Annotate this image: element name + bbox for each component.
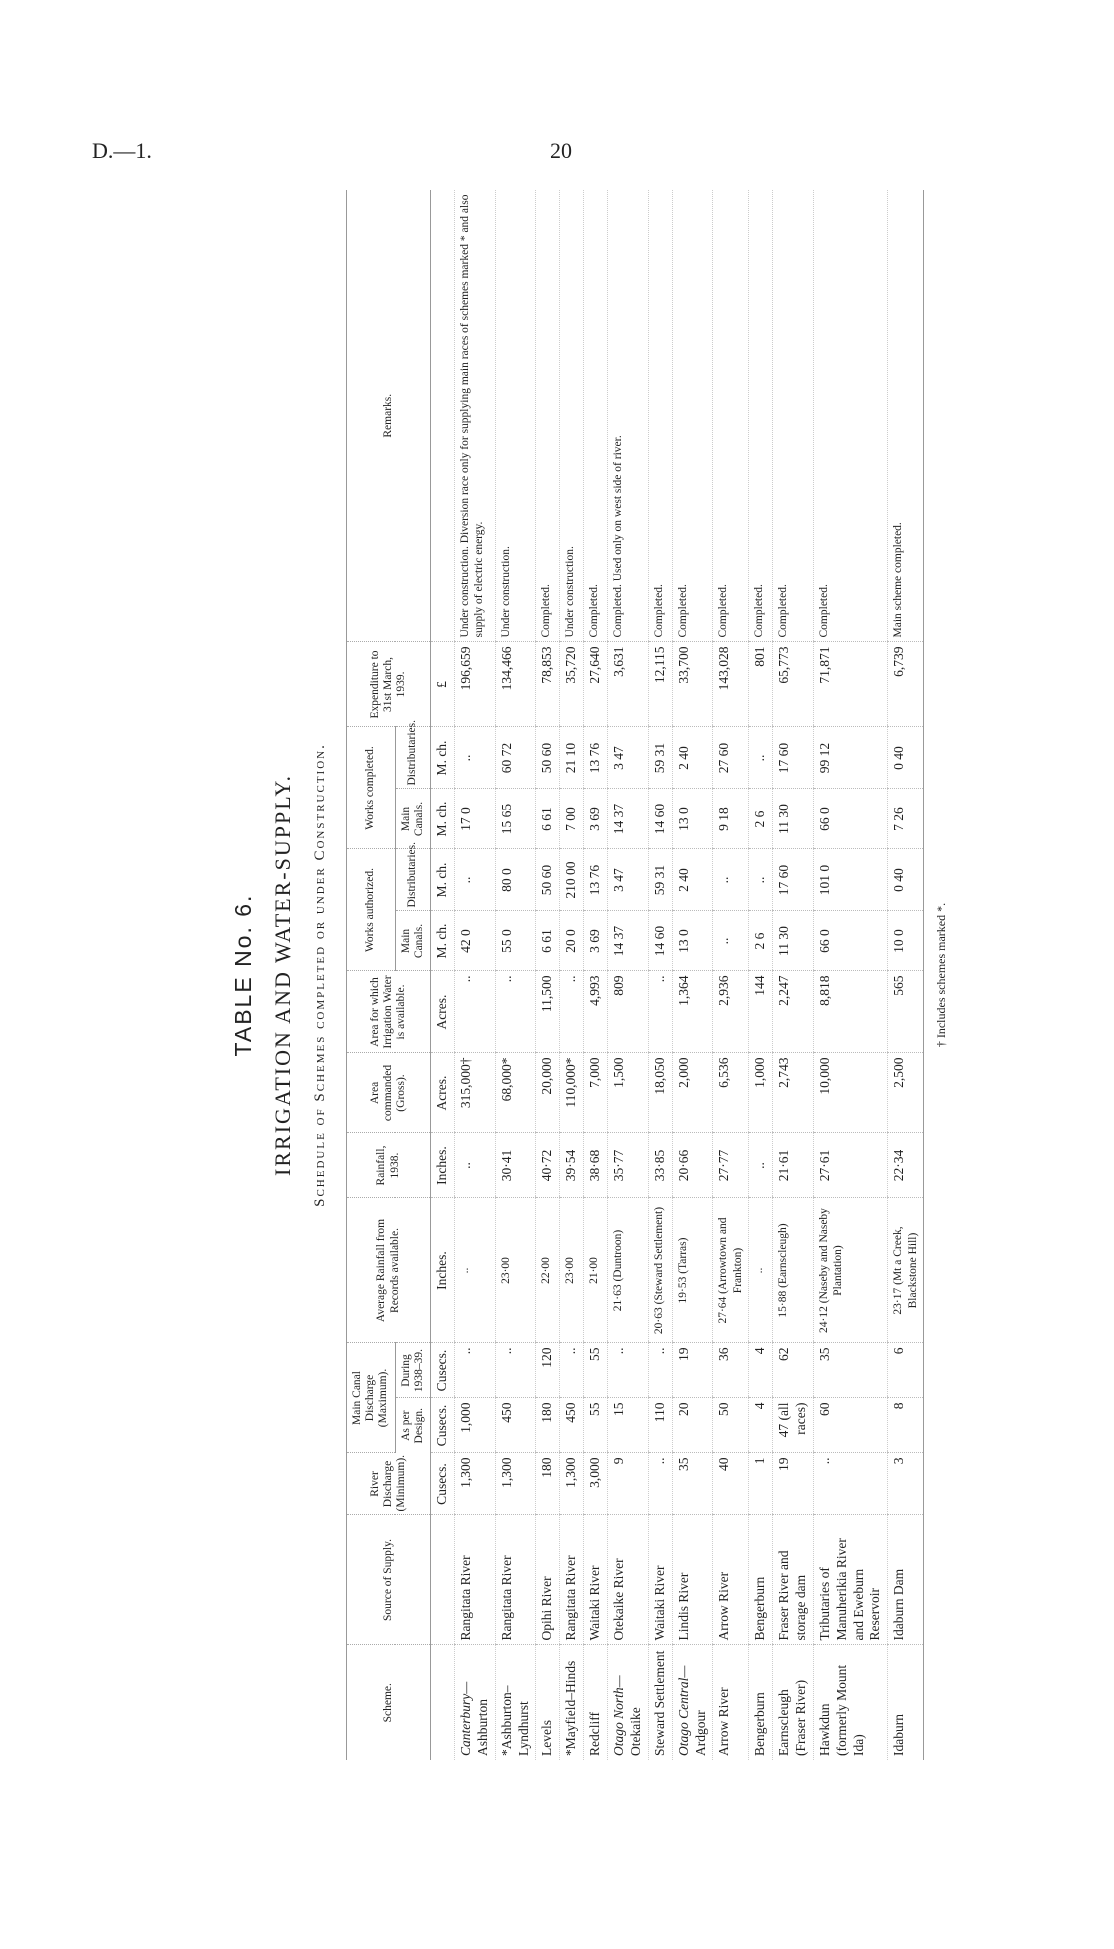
cell-design: 50 xyxy=(713,1398,749,1453)
cell-avg_rain: 19·53 (Tarras) xyxy=(672,1198,713,1343)
cell-irr: .. xyxy=(454,971,495,1053)
unit-comp-dist: M. ch. xyxy=(431,727,455,789)
cell-scheme xyxy=(713,1645,749,1760)
cell-river: 1 xyxy=(749,1453,773,1515)
cell-remarks: Completed. xyxy=(713,190,749,642)
cell-irr: 565 xyxy=(888,971,924,1053)
cell-irr: 809 xyxy=(608,971,649,1053)
col-header-source: Source of Supply. xyxy=(347,1515,431,1645)
cell-rain: 38·68 xyxy=(584,1133,608,1198)
cell-rain: 22·34 xyxy=(888,1133,924,1198)
cell-during: .. xyxy=(454,1343,495,1398)
cell-da: 80 0 xyxy=(495,849,536,911)
cell-avg_rain: 23·00 xyxy=(495,1198,536,1343)
unit-avg-rain: Inches. xyxy=(431,1198,455,1343)
cell-da: 50 60 xyxy=(536,849,560,911)
cell-ma: .. xyxy=(713,911,749,971)
cell-mc: 14 37 xyxy=(608,789,649,849)
cell-ma: 11 30 xyxy=(773,911,814,971)
cell-ma: 13 0 xyxy=(672,911,713,971)
cell-remarks: Completed. xyxy=(648,190,672,642)
cell-mc: 3 69 xyxy=(584,789,608,849)
cell-scheme xyxy=(584,1645,608,1760)
cell-scheme xyxy=(672,1645,713,1760)
cell-remarks: Completed. xyxy=(813,190,888,642)
cell-design: 55 xyxy=(584,1398,608,1453)
cell-dc: 2 40 xyxy=(672,727,713,789)
cell-during: .. xyxy=(495,1343,536,1398)
cell-design: 20 xyxy=(672,1398,713,1453)
cell-during: 4 xyxy=(749,1343,773,1398)
cell-source: Fraser River and storage dam xyxy=(773,1515,814,1645)
cell-source: Bengerburn xyxy=(749,1515,773,1645)
col-header-area-irrigation: Area for which Irrigation Water is available. xyxy=(347,971,431,1053)
cell-da: 0 40 xyxy=(888,849,924,911)
cell-remarks: Completed. Used only on west side of river. xyxy=(608,190,649,642)
cell-during: .. xyxy=(560,1343,584,1398)
rotated-table-page xyxy=(230,190,970,1760)
cell-rain: 40·72 xyxy=(536,1133,560,1198)
unit-auth-main: M. ch. xyxy=(431,911,455,971)
cell-design: 15 xyxy=(608,1398,649,1453)
cell-river: 19 xyxy=(773,1453,814,1515)
cell-da: 17 60 xyxy=(773,849,814,911)
cell-da: .. xyxy=(713,849,749,911)
cell-ma: 14 37 xyxy=(608,911,649,971)
cell-source: Tributaries of Manuherikia River and Eweburn Reservoir xyxy=(813,1515,888,1645)
cell-dc: 21 10 xyxy=(560,727,584,789)
cell-exp: 143,028 xyxy=(713,642,749,727)
cell-river: 180 xyxy=(536,1453,560,1515)
cell-scheme xyxy=(888,1645,924,1760)
table-row xyxy=(536,190,560,1760)
cell-dc: 50 60 xyxy=(536,727,560,789)
cell-during: .. xyxy=(648,1343,672,1398)
cell-cmd: 2,500 xyxy=(888,1053,924,1133)
table-row xyxy=(888,190,924,1760)
cell-da: 3 47 xyxy=(608,849,649,911)
cell-mc: 6 61 xyxy=(536,789,560,849)
cell-during: 19 xyxy=(672,1343,713,1398)
cell-design: 8 xyxy=(888,1398,924,1453)
cell-river: .. xyxy=(648,1453,672,1515)
cell-cmd: 68,000* xyxy=(495,1053,536,1133)
cell-da: 59 31 xyxy=(648,849,672,911)
cell-irr: .. xyxy=(648,971,672,1053)
cell-irr: .. xyxy=(560,971,584,1053)
cell-river: 40 xyxy=(713,1453,749,1515)
col-header-auth-distributaries: Distributaries. xyxy=(395,849,430,911)
unit-design: Cusecs. xyxy=(431,1398,455,1453)
cell-remarks: Completed. xyxy=(536,190,560,642)
cell-mc: 7 00 xyxy=(560,789,584,849)
cell-cmd: 1,000 xyxy=(749,1053,773,1133)
cell-scheme xyxy=(749,1645,773,1760)
cell-source: Rangitata River xyxy=(560,1515,584,1645)
cell-rain: 27·61 xyxy=(813,1133,888,1198)
cell-irr: .. xyxy=(495,971,536,1053)
cell-cmd: 10,000 xyxy=(813,1053,888,1133)
cell-during: 6 xyxy=(888,1343,924,1398)
table-title: TABLE No. 6. xyxy=(230,893,256,1057)
scheme-name: Earnscleugh (Fraser River) xyxy=(776,1679,808,1756)
col-header-avg-rainfall: Average Rainfall from Records available. xyxy=(347,1198,431,1343)
cell-scheme xyxy=(495,1645,536,1760)
cell-design: 450 xyxy=(495,1398,536,1453)
cell-river: 1,300 xyxy=(495,1453,536,1515)
cell-design: 47 (all races) xyxy=(773,1398,814,1453)
cell-ma: 66 0 xyxy=(813,911,888,971)
cell-irr: 2,936 xyxy=(713,971,749,1053)
col-header-during: During 1938–39. xyxy=(395,1343,430,1398)
col-header-river-discharge: River Discharge (Minimum). xyxy=(347,1453,431,1515)
table-subheading: Schedule of Schemes completed or under Construction. xyxy=(312,743,328,1207)
cell-ma: 6 61 xyxy=(536,911,560,971)
cell-exp: 12,115 xyxy=(648,642,672,727)
cell-remarks: Completed. xyxy=(584,190,608,642)
table-footnote: † Includes schemes marked *. xyxy=(934,902,949,1048)
cell-source: Arrow River xyxy=(713,1515,749,1645)
cell-avg_rain: 15·88 (Earnscleugh) xyxy=(773,1198,814,1343)
scheme-group-label: Canterbury— xyxy=(457,1681,473,1756)
cell-source: Lindis River xyxy=(672,1515,713,1645)
cell-irr: 8,818 xyxy=(813,971,888,1053)
table-row xyxy=(584,190,608,1760)
cell-da: 13 76 xyxy=(584,849,608,911)
cell-dc: 3 47 xyxy=(608,727,649,789)
cell-design: 1,000 xyxy=(454,1398,495,1453)
cell-remarks: Under construction. xyxy=(560,190,584,642)
table-row xyxy=(813,190,888,1760)
cell-exp: 33,700 xyxy=(672,642,713,727)
cell-dc: 17 60 xyxy=(773,727,814,789)
col-header-works-authorized: Works authorized. xyxy=(347,849,396,971)
cell-cmd: 7,000 xyxy=(584,1053,608,1133)
cell-mc: 11 30 xyxy=(773,789,814,849)
unit-comp-main: M. ch. xyxy=(431,789,455,849)
cell-ma: 3 69 xyxy=(584,911,608,971)
cell-irr: 2,247 xyxy=(773,971,814,1053)
cell-rain: .. xyxy=(454,1133,495,1198)
cell-river: .. xyxy=(813,1453,888,1515)
scheme-name: Hawkdun (formerly Mount Ida) xyxy=(816,1664,866,1756)
cell-cmd: 6,536 xyxy=(713,1053,749,1133)
cell-dc: 13 76 xyxy=(584,727,608,789)
cell-rain: 35·77 xyxy=(608,1133,649,1198)
col-header-remarks: Remarks. xyxy=(347,190,431,642)
scheme-name: *Ashburton–Lyndhurst xyxy=(498,1685,531,1756)
unit-auth-dist: M. ch. xyxy=(431,849,455,911)
cell-dc: 99 12 xyxy=(813,727,888,789)
col-header-area-commanded: Area commanded (Gross). xyxy=(347,1053,431,1133)
table-row xyxy=(672,190,713,1760)
cell-cmd: 2,743 xyxy=(773,1053,814,1133)
cell-dc: .. xyxy=(749,727,773,789)
unit-expenditure: £ xyxy=(431,642,455,727)
cell-irr: 11,500 xyxy=(536,971,560,1053)
units-row xyxy=(431,190,455,1760)
table-row xyxy=(608,190,649,1760)
col-header-expenditure: Expenditure to 31st March, 1939. xyxy=(347,642,431,727)
cell-avg_rain: .. xyxy=(454,1198,495,1343)
cell-rain: 21·61 xyxy=(773,1133,814,1198)
cell-ma: 55 0 xyxy=(495,911,536,971)
table-row xyxy=(713,190,749,1760)
cell-exp: 78,853 xyxy=(536,642,560,727)
cell-mc: 2 6 xyxy=(749,789,773,849)
scheme-name: Steward Settlement xyxy=(651,1650,667,1756)
cell-mc: 17 0 xyxy=(454,789,495,849)
cell-source: Waitaki River xyxy=(648,1515,672,1645)
scheme-name: Redcliff xyxy=(587,1712,603,1756)
cell-during: 55 xyxy=(584,1343,608,1398)
cell-avg_rain: .. xyxy=(749,1198,773,1343)
cell-river: 9 xyxy=(608,1453,649,1515)
scheme-group-label: Otago Central— xyxy=(675,1665,691,1756)
cell-cmd: 2,000 xyxy=(672,1053,713,1133)
scheme-name: Idaburn xyxy=(891,1714,907,1756)
cell-da: 210 00 xyxy=(560,849,584,911)
unit-rainfall: Inches. xyxy=(431,1133,455,1198)
cell-cmd: 315,000† xyxy=(454,1053,495,1133)
col-header-comp-distributaries: Distributaries. xyxy=(395,727,430,789)
col-header-scheme: Scheme. xyxy=(347,1645,431,1760)
table-row xyxy=(495,190,536,1760)
cell-design: 450 xyxy=(560,1398,584,1453)
cell-scheme xyxy=(648,1645,672,1760)
cell-exp: 196,659 xyxy=(454,642,495,727)
scheme-group-label: Otago North— xyxy=(611,1675,627,1756)
cell-da: .. xyxy=(454,849,495,911)
cell-scheme xyxy=(536,1645,560,1760)
cell-avg_rain: 20·63 (Steward Settlement) xyxy=(648,1198,672,1343)
cell-mc: 14 60 xyxy=(648,789,672,849)
cell-river: 3 xyxy=(888,1453,924,1515)
cell-avg_rain: 27·64 (Arrowtown and Frankton) xyxy=(713,1198,749,1343)
cell-remarks: Completed. xyxy=(773,190,814,642)
cell-avg_rain: 22·00 xyxy=(536,1198,560,1343)
cell-dc: 60 72 xyxy=(495,727,536,789)
cell-scheme xyxy=(773,1645,814,1760)
cell-mc: 15 65 xyxy=(495,789,536,849)
cell-scheme xyxy=(560,1645,584,1760)
cell-dc: 27 60 xyxy=(713,727,749,789)
col-header-auth-main-canals: Main Canals. xyxy=(395,911,430,971)
cell-rain: 30·41 xyxy=(495,1133,536,1198)
cell-scheme xyxy=(608,1645,649,1760)
cell-avg_rain: 21·63 (Duntroon) xyxy=(608,1198,649,1343)
cell-exp: 65,773 xyxy=(773,642,814,727)
scheme-name: Bengerburn xyxy=(752,1692,768,1756)
scheme-name: *Mayfield–Hinds xyxy=(563,1660,579,1756)
unit-during: Cusecs. xyxy=(431,1343,455,1398)
cell-river: 1,300 xyxy=(454,1453,495,1515)
cell-rain: 33·85 xyxy=(648,1133,672,1198)
schemes-table xyxy=(346,190,924,1760)
cell-cmd: 110,000* xyxy=(560,1053,584,1133)
cell-mc: 13 0 xyxy=(672,789,713,849)
cell-rain: 27·77 xyxy=(713,1133,749,1198)
cell-mc: 9 18 xyxy=(713,789,749,849)
scheme-name: Arrow River xyxy=(716,1687,732,1756)
scheme-name: Levels xyxy=(539,1720,555,1756)
cell-cmd: 20,000 xyxy=(536,1053,560,1133)
cell-ma: 10 0 xyxy=(888,911,924,971)
cell-source: Rangitata River xyxy=(495,1515,536,1645)
col-header-main-canal: Main Canal Discharge (Maximum). xyxy=(347,1343,396,1453)
cell-dc: .. xyxy=(454,727,495,789)
cell-river: 3,000 xyxy=(584,1453,608,1515)
page-number: 20 xyxy=(550,138,572,163)
cell-da: .. xyxy=(749,849,773,911)
cell-during: 35 xyxy=(813,1343,888,1398)
cell-design: 110 xyxy=(648,1398,672,1453)
cell-exp: 35,720 xyxy=(560,642,584,727)
cell-source: Waitaki River xyxy=(584,1515,608,1645)
unit-river: Cusecs. xyxy=(431,1453,455,1515)
cell-cmd: 18,050 xyxy=(648,1053,672,1133)
cell-irr: 4,993 xyxy=(584,971,608,1053)
scheme-name: Otekaike xyxy=(627,1707,643,1756)
cell-scheme xyxy=(813,1645,888,1760)
table-row xyxy=(749,190,773,1760)
page-reference: D.—1. xyxy=(92,138,152,163)
cell-ma: 42 0 xyxy=(454,911,495,971)
col-header-rainfall: Rainfall, 1938. xyxy=(347,1133,431,1198)
table-row xyxy=(560,190,584,1760)
cell-source: Idaburn Dam xyxy=(888,1515,924,1645)
cell-river: 1,300 xyxy=(560,1453,584,1515)
cell-source: Rangitata River xyxy=(454,1515,495,1645)
cell-exp: 3,631 xyxy=(608,642,649,727)
cell-river: 35 xyxy=(672,1453,713,1515)
cell-da: 101 0 xyxy=(813,849,888,911)
cell-ma: 20 0 xyxy=(560,911,584,971)
col-header-comp-main-canals: Main Canals. xyxy=(395,789,430,849)
cell-avg_rain: 23·00 xyxy=(560,1198,584,1343)
table-row xyxy=(648,190,672,1760)
cell-design: 180 xyxy=(536,1398,560,1453)
cell-scheme xyxy=(454,1645,495,1760)
cell-remarks: Completed. xyxy=(749,190,773,642)
cell-rain: 39·54 xyxy=(560,1133,584,1198)
cell-exp: 6,739 xyxy=(888,642,924,727)
cell-dc: 59 31 xyxy=(648,727,672,789)
table-subtitle: IRRIGATION AND WATER-SUPPLY. xyxy=(270,774,295,1176)
cell-exp: 71,871 xyxy=(813,642,888,727)
cell-exp: 801 xyxy=(749,642,773,727)
cell-source: Otekaike River xyxy=(608,1515,649,1645)
cell-ma: 14 60 xyxy=(648,911,672,971)
col-header-as-per-design: As per Design. xyxy=(395,1398,430,1453)
cell-avg_rain: 23·17 (Mt a Creek, Blackstone Hill) xyxy=(888,1198,924,1343)
cell-remarks: Completed. xyxy=(672,190,713,642)
cell-remarks: Main scheme completed. xyxy=(888,190,924,642)
scheme-name: Ashburton xyxy=(474,1699,490,1756)
unit-area-cmd: Acres. xyxy=(431,1053,455,1133)
cell-mc: 7 26 xyxy=(888,789,924,849)
unit-area-irr: Acres. xyxy=(431,971,455,1053)
table-row xyxy=(454,190,495,1760)
cell-avg_rain: 24·12 (Naseby and Naseby Plantation) xyxy=(813,1198,888,1343)
cell-remarks: Under construction. Diversion race only for supplying main races of schemes marked * and also supply of electric energy. xyxy=(454,190,495,642)
cell-mc: 66 0 xyxy=(813,789,888,849)
cell-during: 120 xyxy=(536,1343,560,1398)
cell-source: Opihi River xyxy=(536,1515,560,1645)
cell-ma: 2 6 xyxy=(749,911,773,971)
cell-rain: .. xyxy=(749,1133,773,1198)
cell-exp: 134,466 xyxy=(495,642,536,727)
scheme-name: Ardgour xyxy=(692,1710,708,1756)
table-row xyxy=(773,190,814,1760)
cell-da: 2 40 xyxy=(672,849,713,911)
cell-cmd: 1,500 xyxy=(608,1053,649,1133)
cell-irr: 144 xyxy=(749,971,773,1053)
cell-during: 36 xyxy=(713,1343,749,1398)
col-header-works-completed: Works completed. xyxy=(347,727,396,849)
cell-exp: 27,640 xyxy=(584,642,608,727)
cell-design: 4 xyxy=(749,1398,773,1453)
cell-rain: 20·66 xyxy=(672,1133,713,1198)
cell-dc: 0 40 xyxy=(888,727,924,789)
cell-remarks: Under construction. xyxy=(495,190,536,642)
cell-irr: 1,364 xyxy=(672,971,713,1053)
cell-during: 62 xyxy=(773,1343,814,1398)
cell-avg_rain: 21·00 xyxy=(584,1198,608,1343)
cell-during: .. xyxy=(608,1343,649,1398)
cell-design: 60 xyxy=(813,1398,888,1453)
